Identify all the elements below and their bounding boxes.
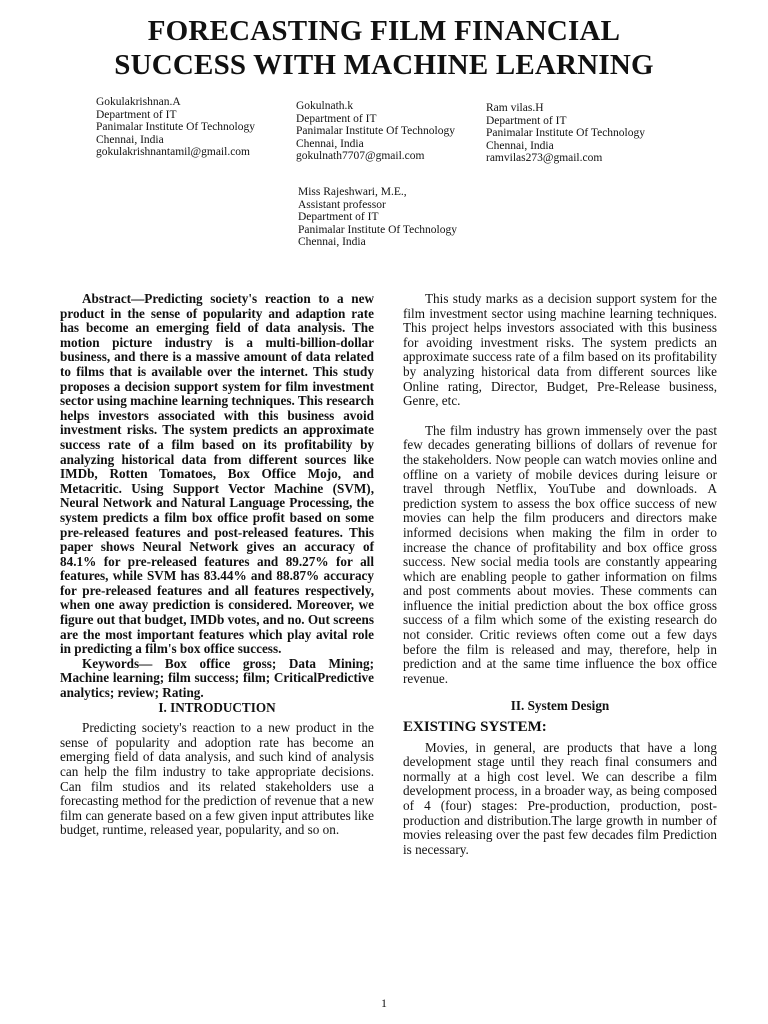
author-city: Chennai, India [96,133,164,146]
title-line-2: SUCCESS WITH MACHINE LEARNING [114,49,654,81]
right-paragraph-1: This study marks as a decision support system for the film investment sector using machine learning techniques. This project helps investors associated with this business for avoiding investment risks. The system predicts an approximate success rate of a film based on its profitability by analyzing historical data from different sources like Online rating, Director, Budget, Pre-Release business, Genre, etc. [403,291,717,409]
author-name: Gokulnath.k [296,100,354,112]
author-dept: Department of IT [486,114,567,127]
author-dept: Department of IT [298,211,379,224]
author-block-3 [486,102,645,165]
existing-system-heading: EXISTING SYSTEM: [403,719,547,736]
left-column [60,292,374,838]
author-email: ramvilas273@gmail.com [486,152,603,165]
introduction-heading: I. INTRODUCTION [158,699,276,715]
right-column [403,292,717,857]
author-dept: Department of IT [96,108,177,121]
abstract: Abstract—Predicting society's reaction to a new product in the sense of popularity and adaption rate has become an emerging field of data analysis. The motion picture industry is a multi-billion-dollar business, and there is a massive amount of data related to films that is available over the internet. This study proposes a decision support system for film investment sector using machine learning techniques. This research helps investors associated with this business avoid investment risks. The system predicts an approximate success rate of a film based on its profitability by analyzing historical data from different sources like IMDb, Rotten Tomatoes, Box Office Mojo, and Metacritic. Using Support Vector Machine (SVM), Neural Network and Natural Language Processing, the system predicts a film box office profit based on some pre-released features and post-released features. This paper shows Neural Network gives an accuracy of 84.1% for pre-released features and 89.27% for all features, while SVM has 83.44% and 88.87% accuracy for pre-released features and all features respectively, when one away prediction is considered. Moreover, we figure out that budget, IMDb votes, and no. Out screens are the most important features which play avital role in predicting a film's box office success. [60,291,374,657]
author-institute: Panimalar Institute Of Technology [296,125,455,138]
right-paragraph-3: Movies, in general, are products that have a long development stage until they reach final consumers and normally at a high cost level. We can describe a film development process, in a broader way, as being composed of 4 (four) stages: Pre-production, production, post-production and distribution.The large growth in number of movies releasing over the past few decades film Prediction is necessary. [403,739,717,857]
introduction-text: Predicting society's reaction to a new product in the sense of popularity and adoption rate has become an emerging field of data analysis, and such kind of analysis can help the film industry to take appropriate decisions. Can film studios and its related stakeholders use a forecasting method for the prediction of revenue that a new film can generate based on a few given input attributes like budget, runtime, released year, popularity, and so on. [60,720,374,838]
author-email: gokulnath7707@gmail.com [296,150,425,163]
author-city: Chennai, India [486,139,554,152]
author-block-4 [298,186,457,249]
author-name: Gokulakrishnan.A [96,96,181,108]
author-name: Ram vilas.H [486,102,544,114]
right-paragraph-2: The film industry has grown immensely over the past few decades generating billions of dollars of revenue for the stakeholders. Now people can watch movies online and offline on a variety of mobile devices during leisure or travel through Netflix, YouTube and downloads. A prediction system to assess the box office success of new movies can help the film producers and directors make informed decisions when making the film in order to increase the chance of profitability and box office gross success. New social media tools are constantly appearing which are enabling people to gather information on films and post comments about movies. These comments can influence the initial prediction about the box office gross success of a film which some of the existing research do not consider. Critic reviews often come out a few days before the film is released and may, therefore, help in prediction and at the same time influence the box office revenue. [403,422,717,686]
title-line-1: FORECASTING FILM FINANCIAL [147,15,621,47]
author-institute: Panimalar Institute Of Technology [96,121,255,134]
keywords: Keywords— Box office gross; Data Mining; Machine learning; film success; film; CriticalPredictive analytics; review; Rating. [60,655,374,701]
author-name: Miss Rajeshwari, M.E., [298,186,407,198]
section-2-heading: II. System Design [510,698,610,714]
author-institute: Panimalar Institute Of Technology [298,223,457,236]
author-city: Chennai, India [296,137,364,150]
author-city: Chennai, India [298,236,366,249]
author-block-1 [96,96,255,159]
page-number: 1 [381,996,387,1010]
author-dept: Department of IT [296,112,377,125]
author-block-2 [296,100,455,163]
author-institute: Panimalar Institute Of Technology [486,127,645,140]
author-email: gokulakrishnantamil@gmail.com [96,146,250,159]
author-role: Assistant professor [298,198,386,211]
paper-title [0,14,768,82]
